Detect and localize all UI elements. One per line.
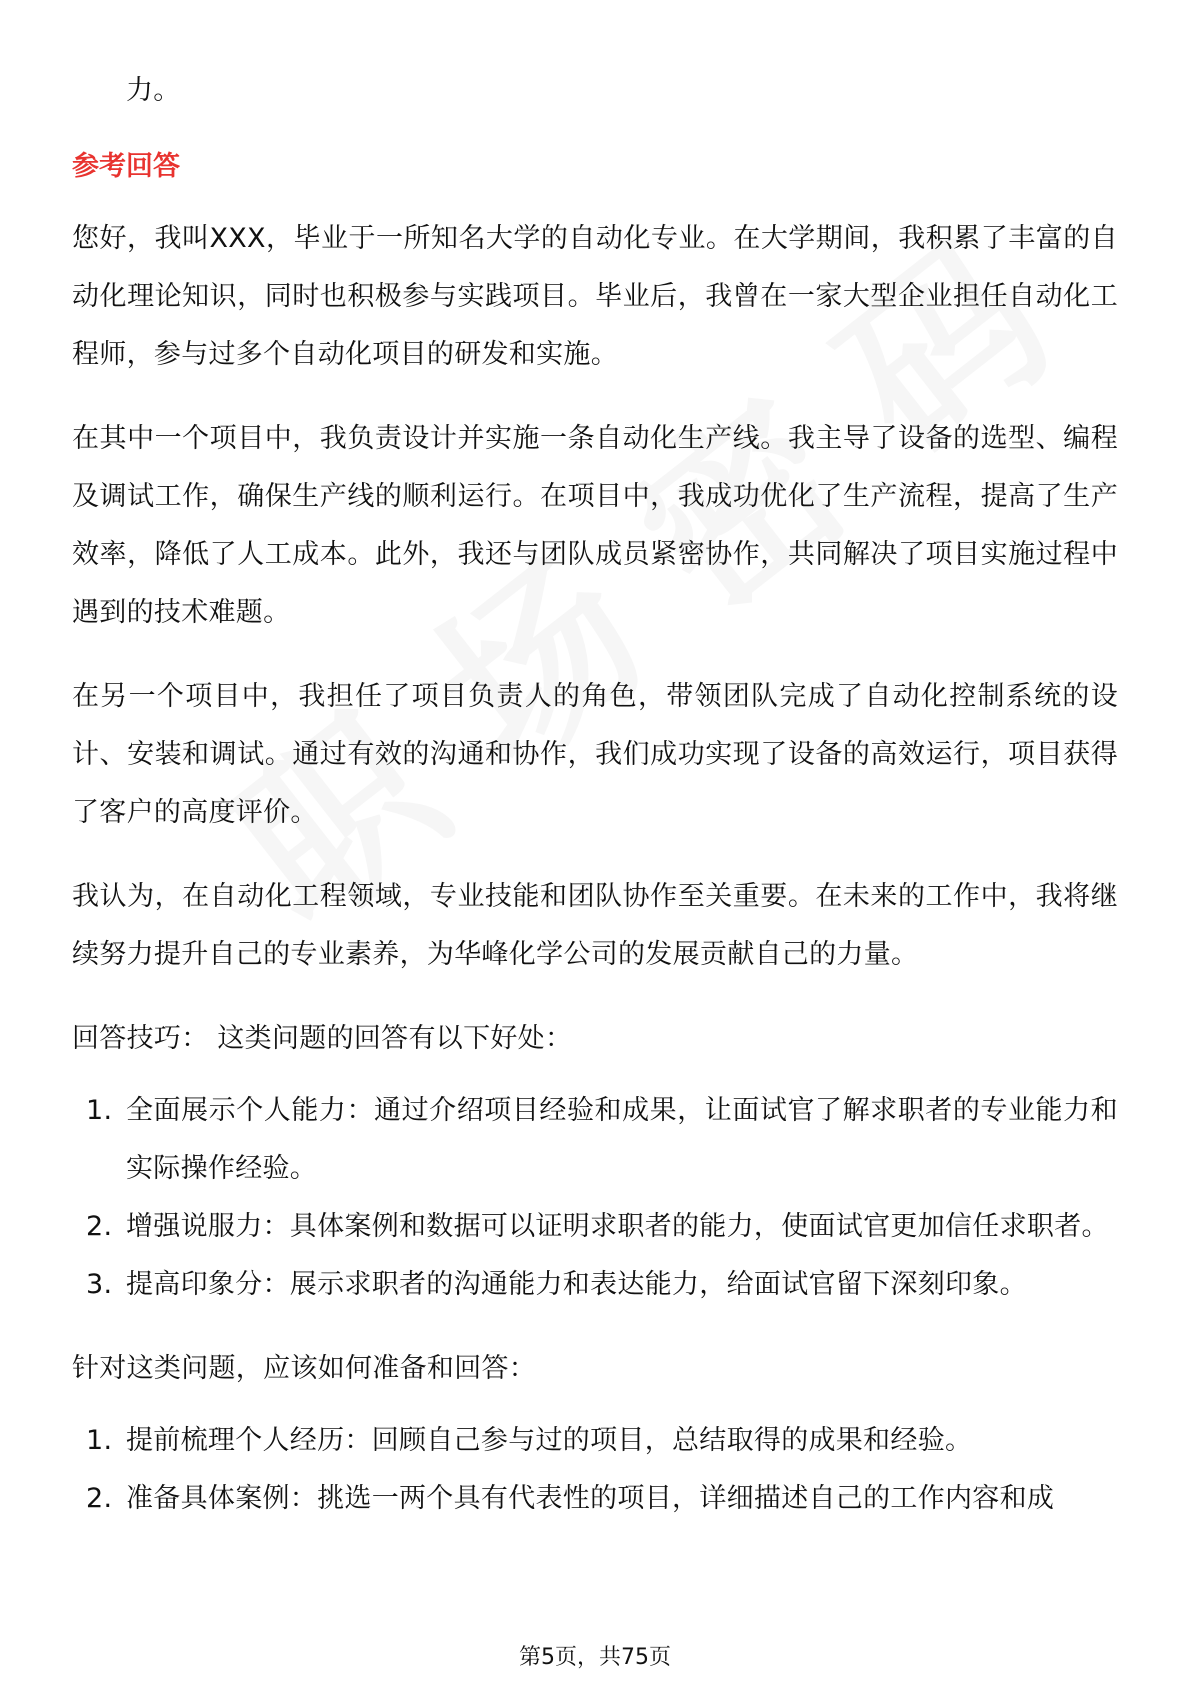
prep-intro: 针对这类问题，应该如何准备和回答： <box>72 1353 537 1384</box>
list-item <box>72 1082 1118 1198</box>
list-item-number: 1. <box>86 1095 113 1126</box>
list-item-text: 提高印象分：展示求职者的沟通能力和表达能力，给面试官留下深刻印象。 <box>126 1269 1027 1300</box>
list-item-text: 准备具体案例：挑选一两个具有代表性的项目，详细描述自己的工作内容和成 <box>126 1483 1055 1514</box>
list-item-text: 提前梳理个人经历：回顾自己参与过的项目，总结取得的成果和经验。 <box>126 1425 973 1456</box>
document-content <box>72 62 1118 1554</box>
tips-list <box>72 1082 1118 1314</box>
list-item <box>72 1412 1118 1470</box>
list-item-text: 增强说服力：具体案例和数据可以证明求职者的能力，使面试官更加信任求职者。 <box>126 1211 1109 1242</box>
tips-intro: 回答技巧： 这类问题的回答有以下好处： <box>72 1023 573 1054</box>
answer-paragraph-1: 您好，我叫XXX，毕业于一所知名大学的自动化专业。在大学期间，我积累了丰富的自动化理论知识，同时也积极参与实践项目。毕业后，我曾在一家大型企业担任自动化工程师，参与过多个自动化项目的研发和实施。 <box>72 223 1118 370</box>
list-item-number: 2. <box>86 1211 113 1242</box>
list-item <box>72 1256 1118 1314</box>
list-item-text: 全面展示个人能力：通过介绍项目经验和成果，让面试官了解求职者的专业能力和实际操作经验。 <box>126 1095 1118 1184</box>
list-item-number: 1. <box>86 1425 113 1456</box>
reference-answer-heading: 参考回答 <box>72 151 180 182</box>
list-item-number: 2. <box>86 1483 113 1514</box>
answer-paragraph-3: 在另一个项目中，我担任了项目负责人的角色，带领团队完成了自动化控制系统的设计、安装和调试。通过有效的沟通和协作，我们成功实现了设备的高效运行，项目获得了客户的高度评价。 <box>72 681 1118 828</box>
continuation-text: 力。 <box>126 75 181 106</box>
list-item-number: 3. <box>86 1269 113 1300</box>
list-item <box>72 1470 1118 1528</box>
list-item <box>72 1198 1118 1256</box>
prep-list <box>72 1412 1118 1528</box>
answer-paragraph-2: 在其中一个项目中，我负责设计并实施一条自动化生产线。我主导了设备的选型、编程及调试工作，确保生产线的顺利运行。在项目中，我成功优化了生产流程，提高了生产效率，降低了人工成本。此外，我还与团队成员紧密协作，共同解决了项目实施过程中遇到的技术难题。 <box>72 423 1118 628</box>
page-number: 第5页，共75页 <box>519 1645 671 1670</box>
answer-paragraph-4: 我认为，在自动化工程领域，专业技能和团队协作至关重要。在未来的工作中，我将继续努力提升自己的专业素养，为华峰化学公司的发展贡献自己的力量。 <box>72 881 1118 970</box>
